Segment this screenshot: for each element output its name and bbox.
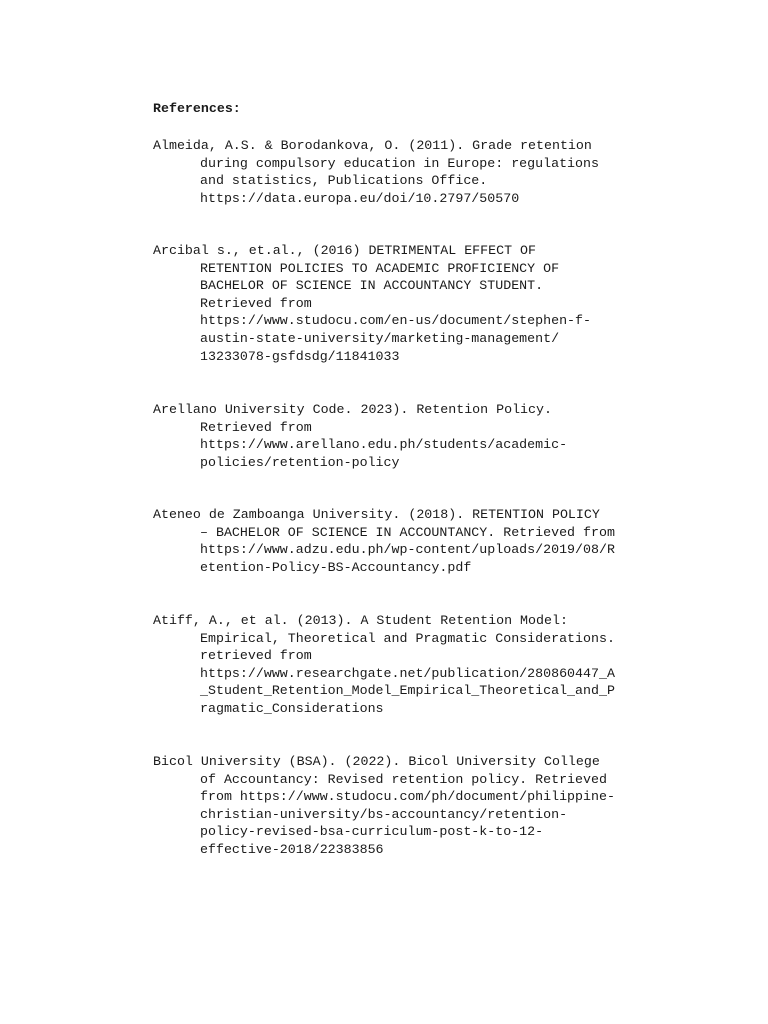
- reference-line: retrieved from: [200, 648, 312, 664]
- reference-link[interactable]: 13233078-gsfdsdg/11841033: [200, 348, 400, 364]
- reference-link[interactable]: https://data.europa.eu/doi/10.2797/50570: [200, 190, 520, 206]
- reference-link[interactable]: effective-2018/22383856: [200, 841, 384, 857]
- reference-line: Retrieved from: [200, 419, 312, 435]
- reference-link[interactable]: austin-state-university/marketing-management/: [200, 330, 560, 346]
- reference-entry-arcibal: [153, 242, 673, 365]
- reference-line: – BACHELOR OF SCIENCE IN ACCOUNTANCY. Retrieved from: [200, 524, 615, 540]
- reference-link[interactable]: policies/retention-policy: [200, 454, 400, 470]
- reference-link[interactable]: ragmatic_Considerations: [200, 700, 384, 716]
- reference-line: Empirical, Theoretical and Pragmatic Considerations.: [200, 630, 615, 646]
- references-heading: References:: [153, 101, 241, 116]
- reference-line: Ateneo de Zamboanga University. (2018). RETENTION POLICY: [153, 507, 600, 522]
- reference-link[interactable]: https://www.studocu.com/en-us/document/stephen-f-: [200, 313, 591, 329]
- reference-entry-ateneo: [153, 506, 673, 576]
- reference-link[interactable]: https://www.arellano.edu.ph/students/academic-: [200, 437, 568, 453]
- reference-entry-bicol: [153, 753, 673, 859]
- reference-line: Retrieved from: [200, 295, 312, 311]
- reference-entry-arellano: [153, 401, 673, 471]
- reference-line: RETENTION POLICIES TO ACADEMIC PROFICIENCY OF: [200, 260, 560, 276]
- reference-line: Arellano University Code. 2023). Retention Policy.: [153, 402, 552, 417]
- reference-link[interactable]: https://www.researchgate.net/publication/280860447_A: [200, 665, 615, 681]
- reference-link[interactable]: https://www.adzu.edu.ph/wp-content/uploads/2019/08/R: [200, 542, 615, 558]
- reference-link[interactable]: policy-revised-bsa-curriculum-post-k-to-12-: [200, 824, 544, 840]
- reference-link[interactable]: christian-university/bs-accountancy/retention-: [200, 806, 568, 822]
- reference-line: BACHELOR OF SCIENCE IN ACCOUNTANCY STUDENT.: [200, 278, 544, 294]
- reference-entry-almeida: [153, 137, 673, 207]
- reference-line: of Accountancy: Revised retention policy. Retrieved: [200, 771, 607, 787]
- reference-line: Bicol University (BSA). (2022). Bicol University College: [153, 754, 600, 769]
- reference-link[interactable]: _Student_Retention_Model_Empirical_Theoretical_and_P: [200, 683, 615, 699]
- reference-line: and statistics, Publications Office.: [200, 173, 488, 189]
- reference-entry-atiff: [153, 612, 673, 718]
- reference-link[interactable]: etention-Policy-BS-Accountancy.pdf: [200, 559, 472, 575]
- reference-link[interactable]: from https://www.studocu.com/ph/document/philippine-: [200, 789, 615, 805]
- reference-line: Arcibal s., et.al., (2016) DETRIMENTAL EFFECT OF: [153, 243, 537, 258]
- reference-line: during compulsory education in Europe: regulations: [200, 155, 599, 171]
- reference-line: Almeida, A.S. & Borodankova, O. (2011). Grade retention: [153, 138, 592, 153]
- reference-line: Atiff, A., et al. (2013). A Student Retention Model:: [153, 613, 568, 628]
